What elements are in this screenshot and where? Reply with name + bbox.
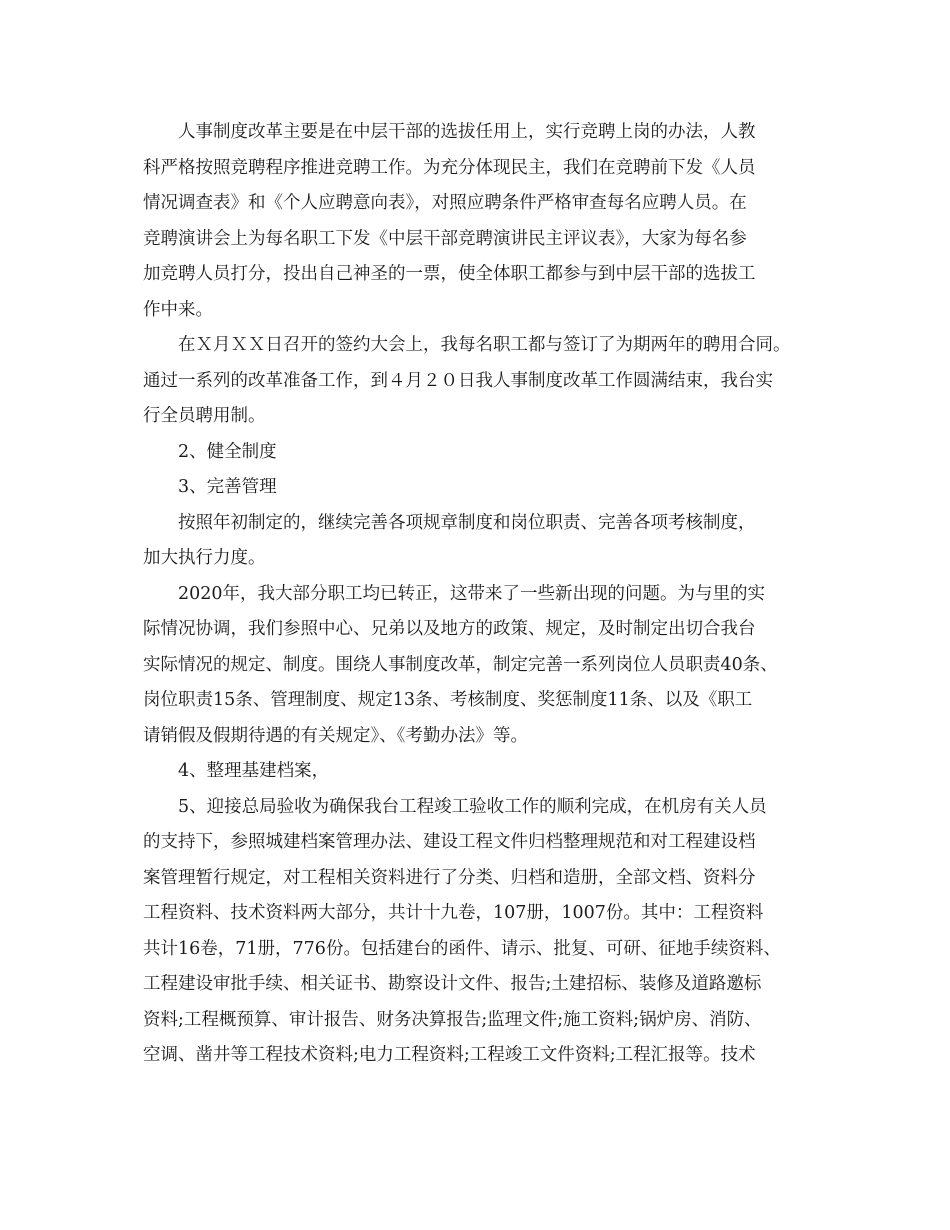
text-line: 工程建设审批手续、相关证书、勘察设计文件、报告;土建招标、装修及道路邀标 <box>143 974 762 994</box>
text-line: 情况调查表》和《个人应聘意向表》，对照应聘条件严格审查每名应聘人员。在 <box>143 193 747 213</box>
text-line: 4、整理基建档案， <box>178 761 330 781</box>
text-line: 请销假及假期待遇的有关规定》、《考勤办法》等。 <box>143 725 528 746</box>
text-line: 在Ｘ月ＸＸ日召开的签约大会上，我每名职工都与签订了为期两年的聘用合同。 <box>178 335 791 355</box>
section-heading-4 <box>143 754 815 790</box>
text-line: 3、完善管理 <box>178 477 277 497</box>
text-line: 5、迎接总局验收为确保我台工程竣工验收工作的顺利完成，在机房有关人员 <box>178 796 767 817</box>
text-line: 实际情况的规定、制度。围绕人事制度改革，制定完善一系列岗位人员职责40条、 <box>143 654 778 675</box>
text-line: 资料;工程概预算、审计报告、财务决算报告;监理文件;施工资料;锅炉房、消防、 <box>143 1009 762 1030</box>
text-line: 空调、凿井等工程技术资料;电力工程资料;工程竣工文件资料;工程汇报等。技术 <box>143 1045 756 1065</box>
text-line: 人事制度改革主要是在中层干部的选拔任用上，实行竞聘上岗的办法，人教 <box>178 122 756 142</box>
text-line: 共计16卷，71册，776份。包括建台的函件、请示、批复、可研、征地手续资料、 <box>143 938 781 959</box>
text-line: 科严格按照竞聘程序推进竞聘工作。为充分体现民主，我们在竞聘前下发《人员 <box>143 157 756 178</box>
text-line: 的支持下，参照城建档案管理办法、建设工程文件归档整理规范和对工程建设档 <box>143 832 756 852</box>
text-line: 加大执行力度。 <box>143 548 266 568</box>
text-line: 行全员聘用制。 <box>143 406 266 426</box>
text-line: 加竞聘人员打分，投出自己神圣的一票，使全体职工都参与到中层干部的选拔工 <box>143 264 756 284</box>
text-line: 案管理暂行规定，对工程相关资料进行了分类、归档和造册，全部文档、资料分 <box>143 867 756 888</box>
section-heading-3 <box>143 470 815 506</box>
paragraph-year-2020 <box>143 577 815 755</box>
text-line: 通过一系列的改革准备工作，到４月２０日我人事制度改革工作圆满结束，我台实 <box>143 370 773 391</box>
text-line: 作中来。 <box>143 299 213 320</box>
text-line: 工程资料、技术资料两大部分，共计十九卷，107册，1007份。其中：工程资料 <box>143 903 764 923</box>
text-line: 按照年初制定的，继续完善各项规章制度和岗位职责、完善各项考核制度， <box>178 512 756 533</box>
text-line: 2020年，我大部分职工均已转正，这带来了一些新出现的问题。为与里的实 <box>178 583 766 604</box>
paragraph-management <box>143 506 815 577</box>
paragraph-archives <box>143 790 815 1074</box>
section-heading-2 <box>143 435 815 471</box>
text-line: 2、健全制度 <box>178 441 277 462</box>
paragraph-recruitment <box>143 115 815 328</box>
text-line: 竞聘演讲会上为每名职工下发《中层干部竞聘演讲民主评议表》，大家为每名参 <box>143 228 747 249</box>
text-line: 岗位职责15条、管理制度、规定13条、考核制度、奖惩制度11条、以及《职工 <box>143 690 753 710</box>
paragraph-contract <box>143 328 815 435</box>
document-body <box>143 115 815 1074</box>
text-line: 际情况协调，我们参照中心、兄弟以及地方的政策、规定，及时制定出切合我台 <box>143 619 756 639</box>
